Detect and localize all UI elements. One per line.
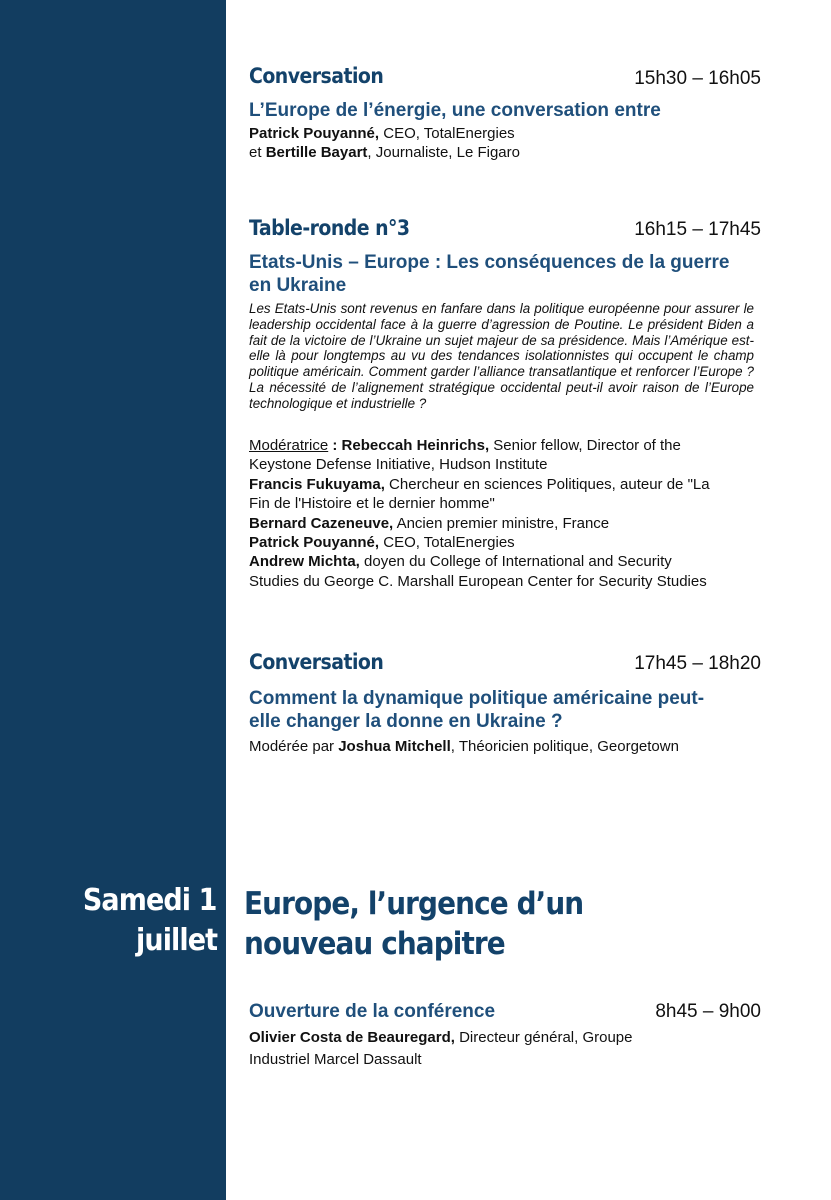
speaker-line — [249, 476, 710, 494]
speaker-role: CEO, TotalEnergies — [379, 534, 515, 551]
session-type-heading: Table-ronde n°3 — [249, 216, 410, 240]
speaker-role: , Journaliste, Le Figaro — [367, 144, 520, 161]
sidebar-band — [0, 0, 226, 1200]
speaker-line — [249, 515, 609, 533]
speaker-role-continued: Keystone Defense Initiative, Hudson Institute — [249, 456, 548, 473]
moderator-separator: : — [328, 437, 342, 454]
opening-time: 8h45 – 9h00 — [655, 1001, 761, 1022]
speaker-name: Olivier Costa de Beauregard, — [249, 1029, 455, 1046]
speaker-name: Bertille Bayart — [265, 144, 368, 161]
speaker-line — [249, 1029, 633, 1047]
speaker-role: doyen du College of International and Security — [359, 553, 672, 570]
moderated-prefix: Modérée par — [249, 738, 339, 755]
session-type-heading: Conversation — [249, 64, 384, 88]
speaker-name: Bernard Cazeneuve, — [249, 515, 394, 532]
speaker-name: Rebeccah Heinrichs, — [341, 437, 490, 454]
speaker-name: Francis Fukuyama, — [249, 476, 385, 493]
session-time: 16h15 – 17h45 — [634, 219, 761, 240]
speaker-role-continued: Industriel Marcel Dassault — [249, 1051, 422, 1068]
speaker-role: Directeur général, Groupe — [454, 1029, 633, 1046]
speaker-line — [249, 125, 515, 143]
speaker-line — [249, 534, 515, 552]
session-time: 17h45 – 18h20 — [634, 653, 761, 674]
session-time: 15h30 – 16h05 — [634, 68, 761, 89]
opening-title: Ouverture de la conférence — [249, 1001, 496, 1022]
speaker-line — [249, 144, 520, 162]
speaker-line — [249, 553, 672, 571]
session-subtitle: L’Europe de l’énergie, une conversation entre — [249, 100, 661, 121]
speaker-name: Patrick Pouyanné, — [249, 534, 380, 551]
speaker-role-continued: Fin de l'Histoire et le dernier homme" — [249, 495, 495, 512]
speaker-role: Chercheur en sciences Politiques, auteur de "La — [384, 476, 710, 493]
moderator-role: , Théoricien politique, Georgetown — [450, 738, 679, 755]
speaker-role: Senior fellow, Director of the — [489, 437, 681, 454]
day-label-line2: juillet — [135, 923, 217, 958]
moderator-line — [249, 738, 679, 756]
speaker-prefix: et — [249, 144, 266, 161]
speaker-name: Andrew Michta, — [249, 553, 360, 570]
moderator-name: Joshua Mitchell — [338, 738, 451, 755]
day-title: Europe, l’urgence d’un nouveau chapitre — [244, 886, 584, 962]
session-subtitle: Comment la dynamique politique américaine peut-elle changer la donne en Ukraine ? — [249, 688, 705, 732]
session-type-heading: Conversation — [249, 650, 384, 674]
speaker-role: CEO, TotalEnergies — [379, 125, 515, 142]
session-subtitle: Etats-Unis – Europe : Les conséquences de la guerre en Ukraine — [249, 252, 730, 296]
moderator-line — [249, 437, 681, 455]
speaker-role: Ancien premier ministre, France — [393, 515, 610, 532]
session-description: Les Etats-Unis sont revenus en fanfare dans la politique européenne pour assurer le leadership occidental face à la guerre d’agression de Poutine. Le président Biden a fait de la victoire de l’Ukraine un sujet majeur de sa présidence. Mais l’Amérique est-elle là pour longtemps au vu des tendances isolationnistes qui occupent le champ politique américain. Comment garder l’alliance transatlantique et renforcer l’Europe ? La nécessité de l’alignement stratégique occidental peut-il avoir raison de l’Europe technologique et industrielle ? — [249, 301, 754, 411]
moderator-label: Modératrice — [249, 437, 329, 454]
day-label-line1: Samedi 1 — [83, 883, 217, 918]
speaker-role-continued: Studies du George C. Marshall European Center for Security Studies — [249, 573, 707, 590]
speaker-name: Patrick Pouyanné, — [249, 125, 380, 142]
